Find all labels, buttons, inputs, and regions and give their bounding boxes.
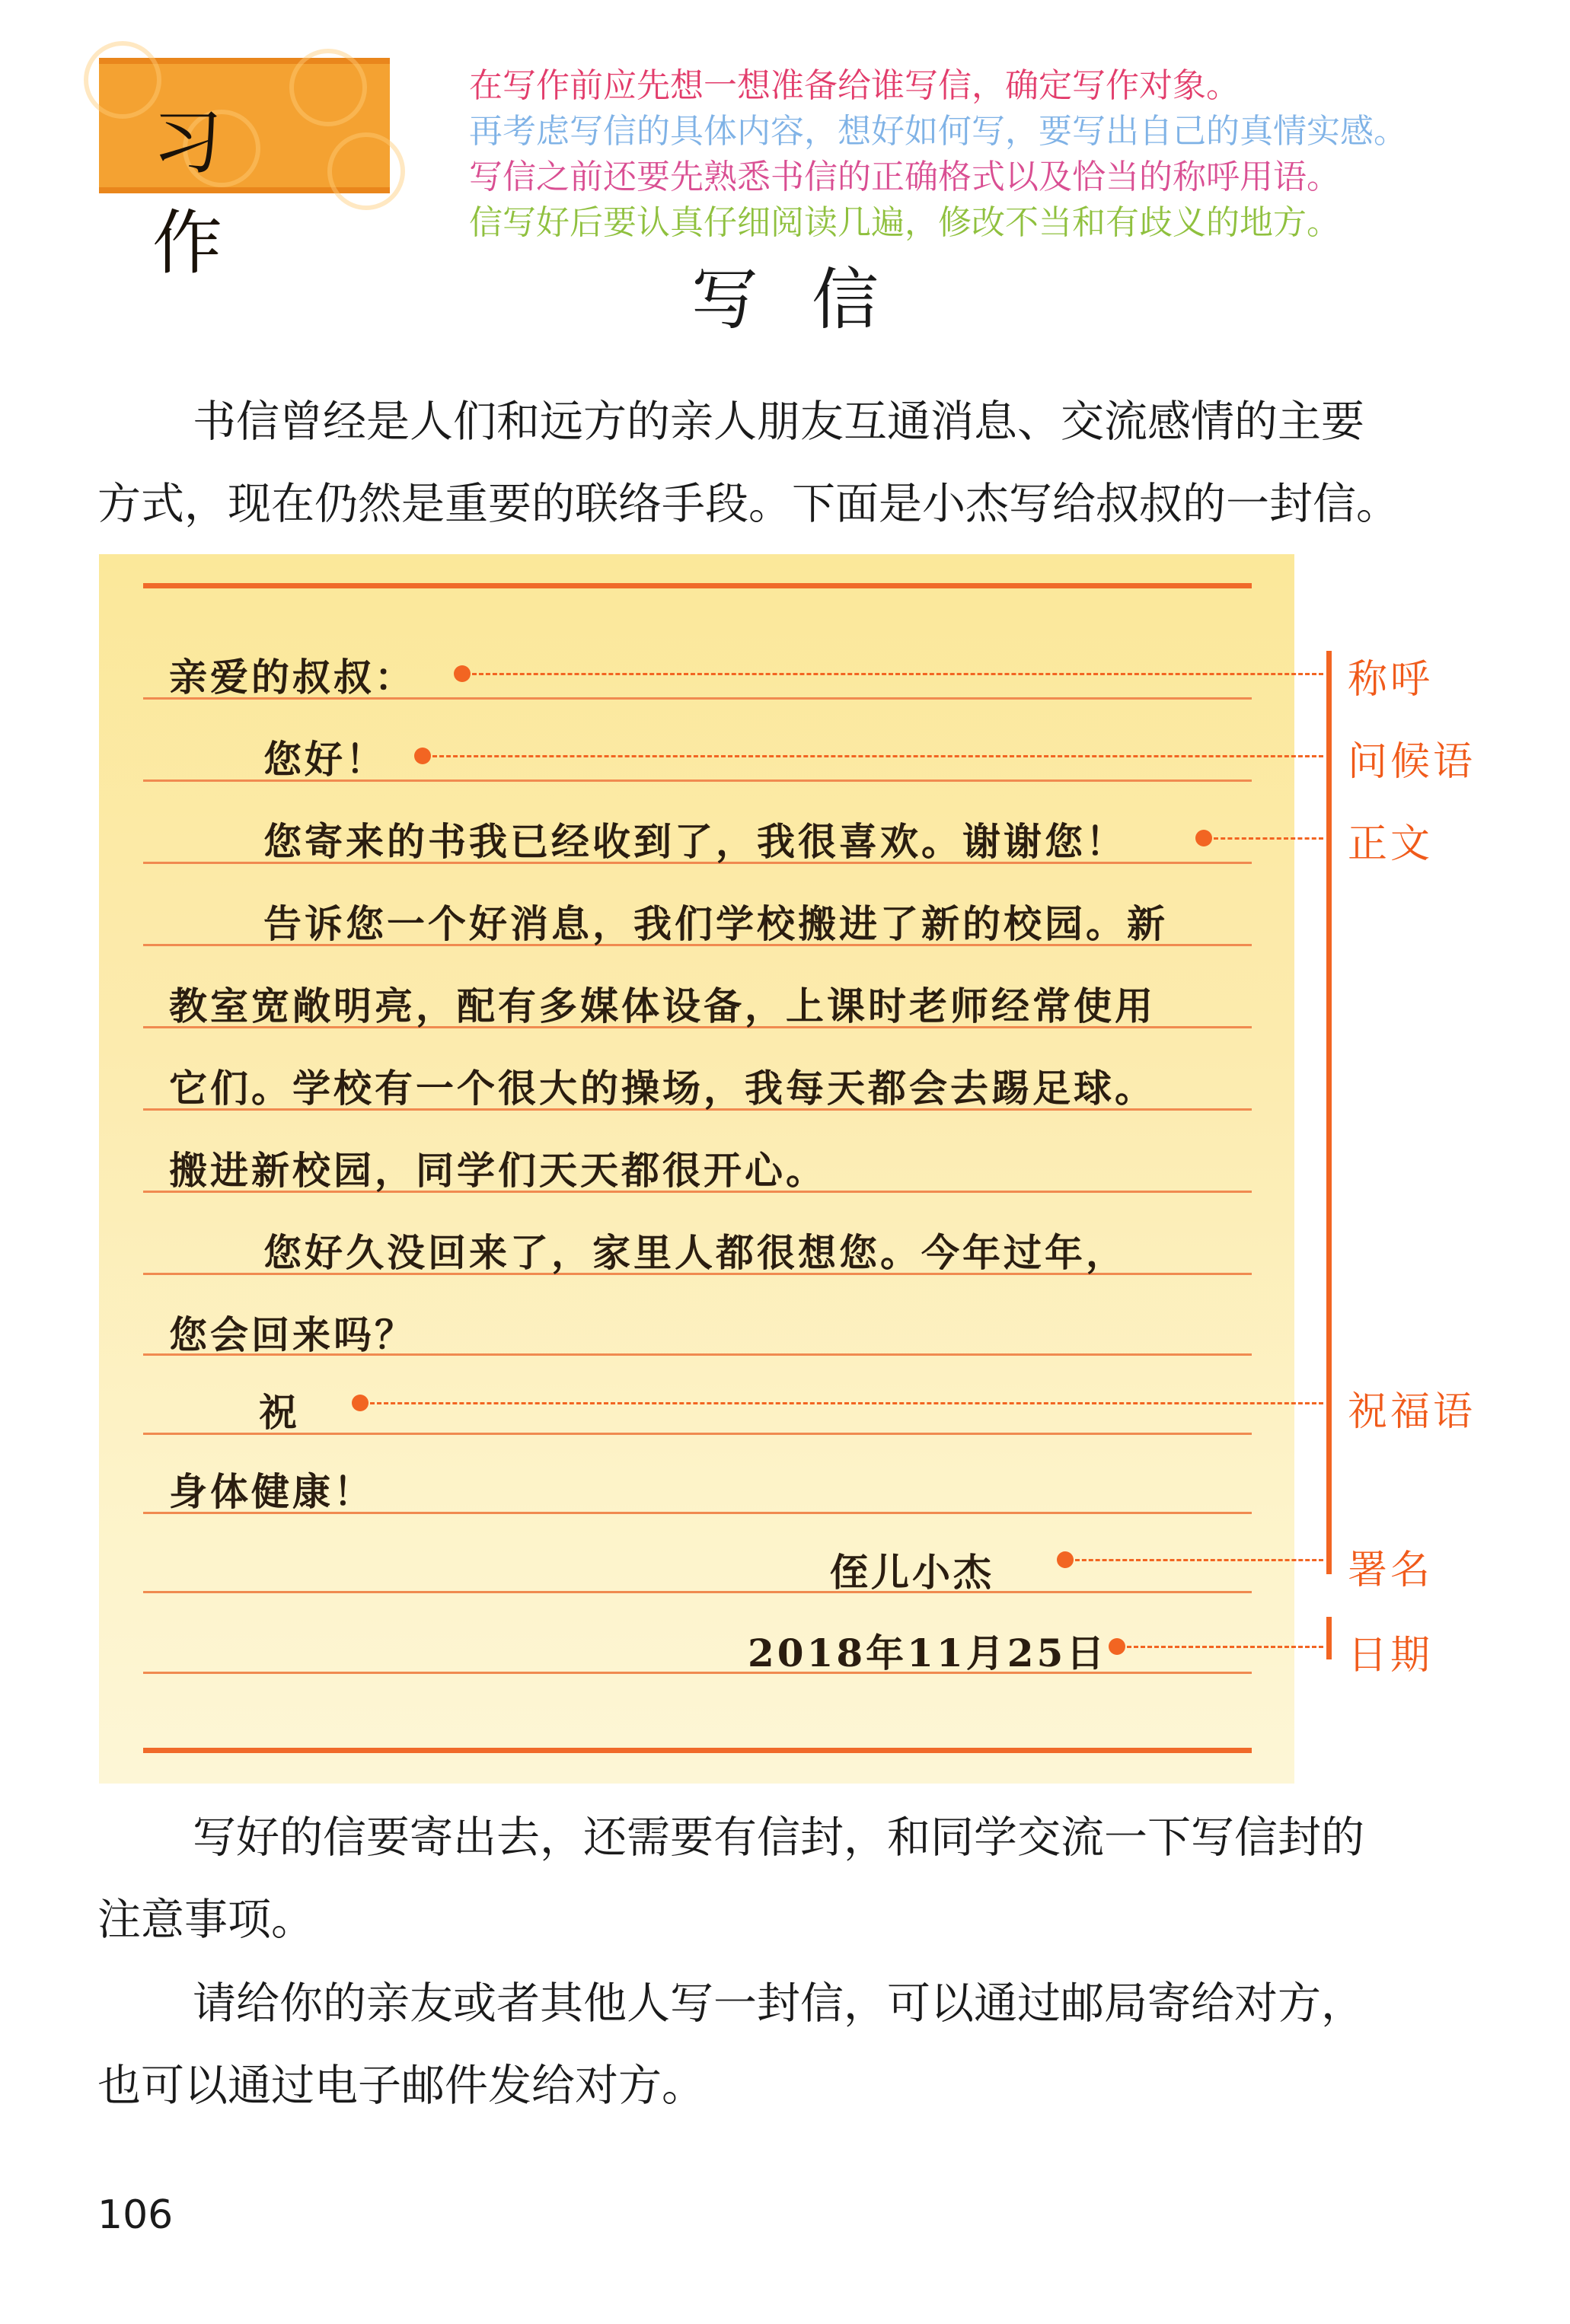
outro-1-line-2: 注意事项。 — [97, 1895, 314, 1945]
intro-line-2: 方式，现在仍然是重要的联络手段。下面是小杰写给叔叔的一封信。 — [97, 479, 1399, 529]
letter-body-line: 您会回来吗？ — [169, 1312, 416, 1357]
body-bracket — [1326, 651, 1332, 1573]
label-tick — [1326, 1532, 1332, 1574]
label-tick — [1326, 1617, 1332, 1659]
connector-line — [1127, 1646, 1323, 1648]
card-top-border — [143, 583, 1252, 588]
letter-body-line: 您好久没回来了，家里人都很想您。今年过年， — [263, 1230, 1127, 1275]
tip-2: 再考虑写信的具体内容，想好如何写，要写出自己的真情实感。 — [469, 112, 1407, 151]
page-title: 写信 — [691, 260, 932, 339]
letter-wish: 祝 — [259, 1390, 300, 1435]
outro-paragraph-2 — [97, 1962, 1483, 2127]
label-date: 日期 — [1348, 1633, 1434, 1678]
label-body: 正文 — [1348, 821, 1434, 867]
connector-line — [1075, 1559, 1323, 1561]
outro-2-line-1: 请给你的亲友或者其他人写一封信，可以通过邮局寄给对方， — [193, 1978, 1364, 2029]
letter-signature: 侄儿小杰 — [830, 1550, 994, 1595]
connector-line — [370, 1402, 1323, 1404]
connector-line — [472, 673, 1323, 675]
outro-2-line-2: 也可以通过电子邮件发给对方。 — [97, 2061, 705, 2111]
connector-line — [1214, 837, 1323, 840]
ruled-line — [143, 1433, 1252, 1435]
badge-title: 习作 — [152, 102, 290, 284]
letter-body-line: 搬进新校园，同学们天天都很开心。 — [169, 1148, 827, 1193]
card-bottom-border — [143, 1748, 1252, 1753]
outro-1-line-1: 写好的信要寄出去，还需要有信封，和同学交流一下写信封的 — [193, 1812, 1364, 1863]
letter-greeting: 您好！ — [263, 737, 387, 782]
letter-body-line: 教室宽敞明亮，配有多媒体设备，上课时老师经常使用 — [169, 983, 1156, 1028]
label-greeting: 问候语 — [1348, 739, 1476, 785]
page-number: 106 — [97, 2192, 174, 2238]
intro-paragraph — [97, 381, 1483, 545]
label-signature: 署名 — [1348, 1548, 1434, 1593]
tip-3: 写信之前还要先熟悉书信的正确格式以及恰当的称呼用语。 — [469, 158, 1340, 196]
ruled-line — [143, 1591, 1252, 1593]
outro-paragraph-1 — [97, 1796, 1483, 1961]
section-badge — [99, 58, 390, 284]
connector-dot — [1109, 1638, 1125, 1655]
tip-1: 在写作前应先想一想准备给谁写信，确定写作对象。 — [469, 66, 1240, 105]
label-salutation: 称呼 — [1348, 657, 1434, 703]
connector-dot — [352, 1395, 369, 1411]
connector-dot — [454, 665, 471, 682]
letter-body-line: 它们。学校有一个很大的操场，我每天都会去踢足球。 — [169, 1066, 1156, 1111]
connector-dot — [1057, 1551, 1074, 1568]
letter-body-line: 您寄来的书我已经收到了，我很喜欢。谢谢您！ — [263, 819, 1127, 864]
letter-body-line: 告诉您一个好消息，我们学校搬进了新的校园。新 — [263, 901, 1168, 946]
letter-wish-content: 身体健康！ — [169, 1469, 375, 1514]
connector-line — [432, 755, 1323, 757]
tip-4: 信写好后要认真仔细阅读几遍，修改不当和有歧义的地方。 — [469, 203, 1340, 242]
connector-dot — [414, 748, 431, 764]
letter-salutation: 亲爱的叔叔： — [169, 655, 416, 700]
letter-date: 2018年11月25日 — [748, 1631, 1108, 1675]
connector-dot — [1195, 830, 1212, 846]
label-wish: 祝福语 — [1348, 1389, 1476, 1435]
intro-line-1: 书信曾经是人们和远方的亲人朋友互通消息、交流感情的主要 — [193, 397, 1364, 447]
